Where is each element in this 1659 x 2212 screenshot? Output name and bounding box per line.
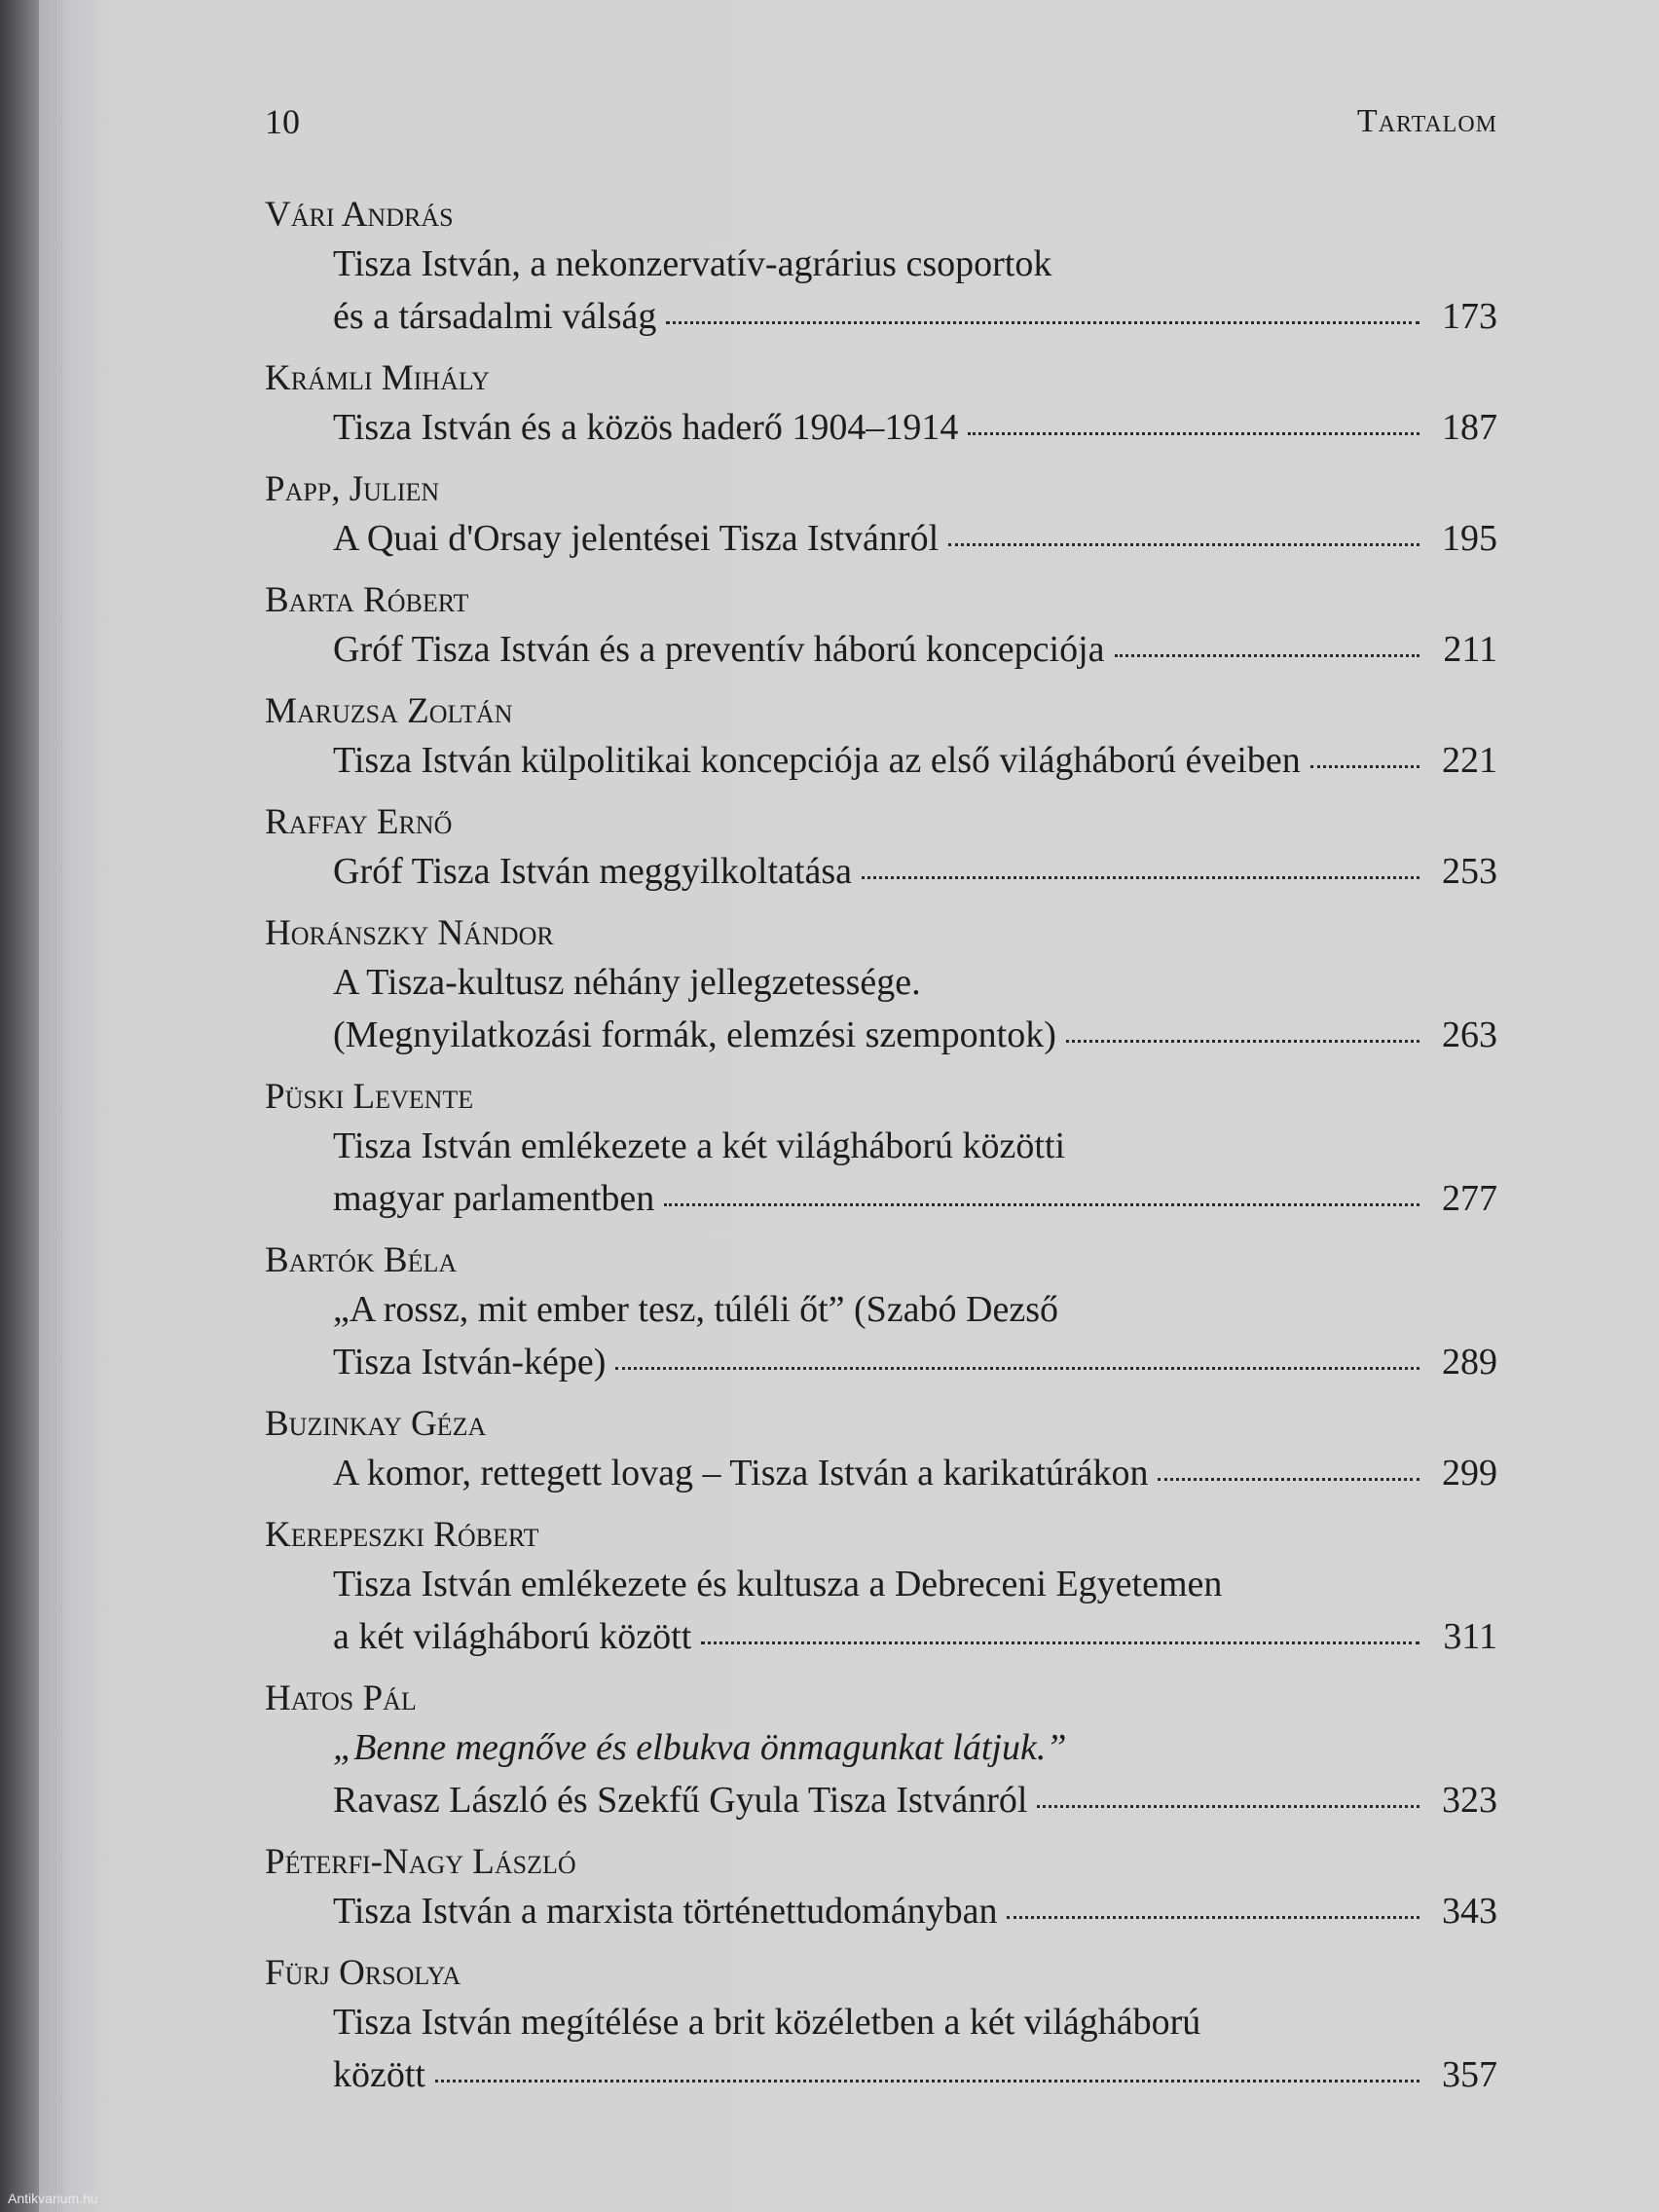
toc-page-number: 263	[1442, 1014, 1497, 1055]
toc-author: Vári András	[265, 195, 454, 235]
toc-title: (Megnyilatkozási formák, elemzési szempontok)	[333, 1014, 1056, 1055]
toc-page-number: 277	[1442, 1178, 1497, 1219]
toc-page-number: 253	[1442, 851, 1497, 892]
toc-entry	[265, 1677, 1497, 1826]
toc-title-row	[265, 734, 1497, 787]
dot-leader	[1310, 765, 1419, 768]
toc-title: között	[333, 2054, 425, 2095]
toc-title-row	[265, 1009, 1497, 1061]
toc-title: Tisza István-képe)	[333, 1342, 607, 1382]
toc-page-number: 299	[1442, 1453, 1497, 1493]
toc-entry	[265, 1840, 1497, 1937]
toc-entry	[265, 1075, 1497, 1225]
toc-title: Tisza István a marxista történettudományban	[333, 1891, 998, 1932]
toc-author: Hatos Pál	[265, 1678, 417, 1718]
toc-page-number: 187	[1442, 407, 1497, 448]
dot-leader	[1007, 1916, 1419, 1919]
toc-page-number: 195	[1442, 518, 1497, 559]
toc-title: a két világháború között	[333, 1616, 692, 1657]
toc-title-line: „A rossz, mit ember tesz, túléli őt” (Szabó Dezső	[333, 1289, 1059, 1330]
dot-leader	[1066, 1040, 1419, 1043]
toc-entry	[265, 1513, 1497, 1663]
toc-title-row	[265, 401, 1497, 454]
dot-leader	[948, 543, 1419, 546]
watermark: Antikvarium.hu	[8, 2191, 98, 2206]
toc-title: A komor, rettegett lovag – Tisza István a karikatúrákon	[333, 1453, 1149, 1493]
dot-leader	[435, 2080, 1419, 2083]
toc-author: Maruzsa Zoltán	[265, 691, 513, 731]
toc-page-number: 357	[1442, 2054, 1497, 2095]
page-number: 10	[265, 102, 300, 141]
toc-entry	[265, 193, 1497, 343]
book-spine-shadow	[0, 0, 39, 2212]
toc-title-row	[265, 1172, 1497, 1225]
dot-leader	[1037, 1805, 1419, 1808]
running-head: Tartalom	[1356, 103, 1497, 139]
toc-entry	[265, 356, 1497, 454]
toc-author: Krámli Mihály	[265, 358, 490, 398]
toc-title: Tisza István és a közös haderő 1904–1914	[333, 407, 959, 448]
toc-title: és a társadalmi válság	[333, 296, 657, 337]
toc-title-row	[265, 1885, 1497, 1937]
toc-author: Raffay Ernő	[265, 802, 453, 842]
toc-page-number: 343	[1442, 1891, 1497, 1932]
toc-entry	[265, 800, 1497, 898]
toc-entry	[265, 1402, 1497, 1499]
toc-entry	[265, 1951, 1497, 2101]
dot-leader	[968, 432, 1419, 435]
toc-author: Püski Levente	[265, 1077, 474, 1117]
toc-entry	[265, 578, 1497, 676]
toc-title-line: A Tisza-kultusz néhány jellegzetessége.	[333, 962, 921, 1003]
toc-author: Péterfi-Nagy László	[265, 1842, 576, 1882]
toc-entry	[265, 467, 1497, 565]
toc-title-row	[265, 512, 1497, 565]
toc-title-row	[265, 845, 1497, 898]
toc-entry	[265, 1238, 1497, 1388]
toc-title-line: Tisza István emlékezete a két világháború közötti	[333, 1125, 1066, 1166]
toc-entry	[265, 911, 1497, 1061]
toc-title: magyar parlamentben	[333, 1178, 655, 1219]
dot-leader	[1158, 1478, 1419, 1481]
toc-author: Bartók Béla	[265, 1240, 458, 1280]
toc-title-row	[265, 623, 1497, 676]
dot-leader	[862, 876, 1419, 879]
toc-title: A Quai d'Orsay jelentései Tisza Istvánról	[333, 518, 940, 559]
dot-leader	[1115, 654, 1419, 657]
toc-page-number: 323	[1442, 1780, 1497, 1821]
dot-leader	[664, 1203, 1419, 1206]
toc-author: Horánszky Nándor	[265, 913, 554, 953]
toc-page-number: 173	[1442, 296, 1497, 337]
dot-leader	[615, 1367, 1419, 1370]
toc-title-line: Tisza István, a nekonzervatív-agrárius csoportok	[333, 243, 1052, 284]
toc-page-number: 211	[1443, 629, 1497, 670]
dot-leader	[666, 321, 1419, 324]
page-edge	[39, 0, 62, 2212]
toc-title-row	[265, 1447, 1497, 1499]
toc-title-line: Tisza István emlékezete és kultusza a Debreceni Egyetemen	[333, 1564, 1223, 1604]
toc-author: Barta Róbert	[265, 580, 469, 620]
toc-page-number: 221	[1442, 740, 1497, 781]
toc-page-number: 311	[1443, 1616, 1497, 1657]
dot-leader	[701, 1641, 1419, 1644]
toc-title-row	[265, 290, 1497, 343]
toc-title-row	[265, 1610, 1497, 1663]
toc-entry	[265, 689, 1497, 787]
toc-author: Papp, Julien	[265, 469, 440, 509]
toc-author: Buzinkay Géza	[265, 1404, 487, 1444]
toc-title: Tisza István külpolitikai koncepciója az első világháború éveiben	[333, 740, 1301, 781]
toc-title: Ravasz László és Szekfű Gyula Tisza Istvánról	[333, 1780, 1028, 1821]
toc-title-line: Tisza István megítélése a brit közéletben a két világháború	[333, 2002, 1201, 2043]
toc-author: Fürj Orsolya	[265, 1953, 461, 1993]
toc-title-row	[265, 1774, 1497, 1826]
table-of-contents	[265, 193, 1497, 2115]
toc-title: Gróf Tisza István és a preventív háború koncepciója	[333, 629, 1105, 670]
toc-page-number: 289	[1442, 1342, 1497, 1382]
toc-title: Gróf Tisza István meggyilkoltatása	[333, 851, 852, 892]
toc-title-row	[265, 2048, 1497, 2101]
toc-title-quote: „Benne megnőve és elbukva önmagunkat látjuk.”	[333, 1727, 1067, 1768]
toc-author: Kerepeszki Róbert	[265, 1515, 539, 1555]
toc-title-row	[265, 1336, 1497, 1388]
